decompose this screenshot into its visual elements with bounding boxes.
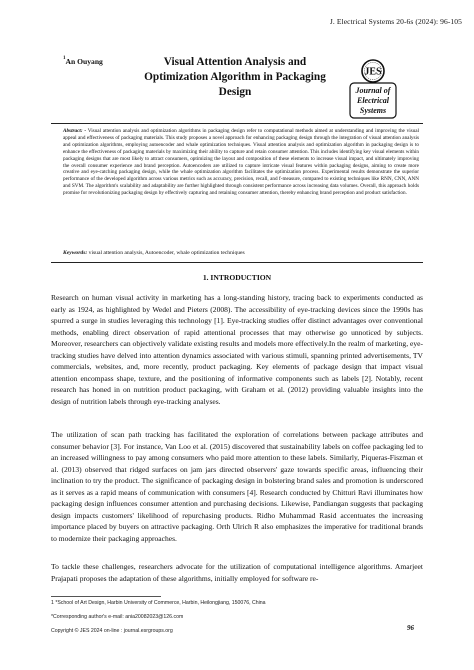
keywords: [63, 250, 419, 256]
abstract-label: Abstract: -: [63, 128, 87, 134]
abstract: [63, 128, 419, 197]
logo-line-1: Journal of: [355, 86, 391, 95]
section-heading: 1. INTRODUCTION: [202, 273, 272, 282]
divider-bottom: [51, 262, 423, 263]
body-paragraph: Research on human visual activity in marketing has a long-standing history, tracing back to experiments conducted as early as 1924, as highlighted by Wedel and Pieters (2008). The accessibility of eye-tracking devices since the 1990s has spurred a surge in studies leveraging this technology [1]. Eye-tracking studies offer distinct advantages over conventional methods, enabling direct observation of rapid attentional processes that may otherwise go unnoticed by subjects. Moreover, researchers can objectively validate existing results and models more effectively.In the realm of marketing, eye-tracking studies have delved into attention dynamics associated with various stimuli, spanning printed advertisements, TV commercials, websites, and, more recently, product packaging. Key elements of package design that impact visual attention encompass shape, texture, and the positioning of informative components such as labels [2]. Notably, recent research has honed in on nutrition product packaging, with Graham et al. (2012) providing valuable insights into the design of nutrition labels through eye-tracking analyses.: [51, 293, 423, 406]
paper-title: Visual Attention Analysis and Optimization Algorithm in Packaging Design: [144, 56, 326, 99]
author-name: [63, 57, 103, 66]
keywords-label: Keywords:: [63, 250, 88, 256]
logo-line-2: Electrical: [357, 96, 389, 105]
footnote-copyright: Copyright © JES 2024 on-line : journal.esrgroups.org: [51, 628, 173, 634]
logo-line-3: Systems: [359, 106, 387, 115]
footnote-corresponding-author: *Corresponding author's e-mail: ania20082023@126.com: [51, 614, 184, 620]
journal-logo: [346, 58, 400, 120]
footnote-affiliation: 1 *School of Art Design, Harbin University of Commerce, Harbin, Heilongjiang, 150076, China: [51, 600, 266, 606]
body-paragraph: To tackle these challenges, researchers advocate for the utilization of computational intelligence algorithms. Amarjeet Prajapati proposes the adaptation of these algorithms, initially employed for software re-: [51, 562, 423, 583]
page-number: 96: [407, 624, 414, 632]
author-name-text: An Ouyang: [65, 57, 103, 66]
journal-reference: J. Electrical Systems 20-6s (2024): 96-105: [329, 17, 462, 26]
footnote-divider: [51, 596, 161, 597]
divider-top: [51, 123, 423, 124]
author-affiliation-marker: 1: [63, 56, 66, 61]
abstract-text: Visual attention analysis and optimization algorithms in packaging design refer to computational methods aimed at understanding and improving the visual appeal and effectiveness of packaging materials. This study proposes a novel approach for enhancing packaging design through the integration of visual attention analysis and optimization algorithms, employing autoencoder and whale optimization techniques. Visual attention analysis and optimization algorithm in packaging design is to enhance the effectiveness of packaging materials by maximizing their ability to capture and retain consumer attention. This includes identifying key visual elements within packaging designs that are most likely to attract consumers, optimizing the layout and composition of these elements to increase visual impact, and ultimately improving the overall consumer experience and brand perception. Autoencoders are utilized to capture intricate visual features within packaging designs, aiming to create more creative and eye-catching packaging design, while the whale optimization algorithm facilitates the optimization process. Experimental results demonstrate the superior performance of the developed algorithm across various metrics such as accuracy, precision, recall, and f-measure, compared to existing techniques like RNN, CNN, ANN and SVM. The algorithm's scalability and adaptability are further highlighted through consistent performance across increasing data volumes. Overall, this approach holds promise for revolutionizing packaging design by effectively capturing and retaining consumer attention, thereby enhancing brand perception and product satisfaction.: [63, 128, 420, 197]
logo-acronym: JES: [364, 66, 382, 78]
keywords-text: visual attention analysis, Autoencoder, whale optimization techniques: [88, 250, 245, 256]
body-paragraph: The utilization of scan path tracking has facilitated the exploration of correlations between package attributes and consumer behavior [3]. For instance, Van Loo et al. (2015) discovered that sustainability labels on coffee packaging led to an increased willingness to pay among consumers who paid more attention to these labels. Similarly, Piqueras-Fiszman et al. (2013) observed that ridged surfaces on jam jars directed observers' gaze towards specific areas, influencing their inclination to try the product. The significance of packaging design in bolstering brand sales and promotion is underscored as it serves as a rapid means of communication with consumers [4]. Research conducted by Chitturi Ravi illuminates how packaging design influences consumer attention and purchasing decisions. Likewise, Pandiangan suggests that packaging design impacts customers' likelihood of repurchasing products. Ridho Muhammad Rasid accentuates the increasing importance placed by buyers on attractive packaging. Orth Ulrich R also emphasizes the imperative for traditional brands to modernize their packaging approaches.: [51, 430, 423, 543]
